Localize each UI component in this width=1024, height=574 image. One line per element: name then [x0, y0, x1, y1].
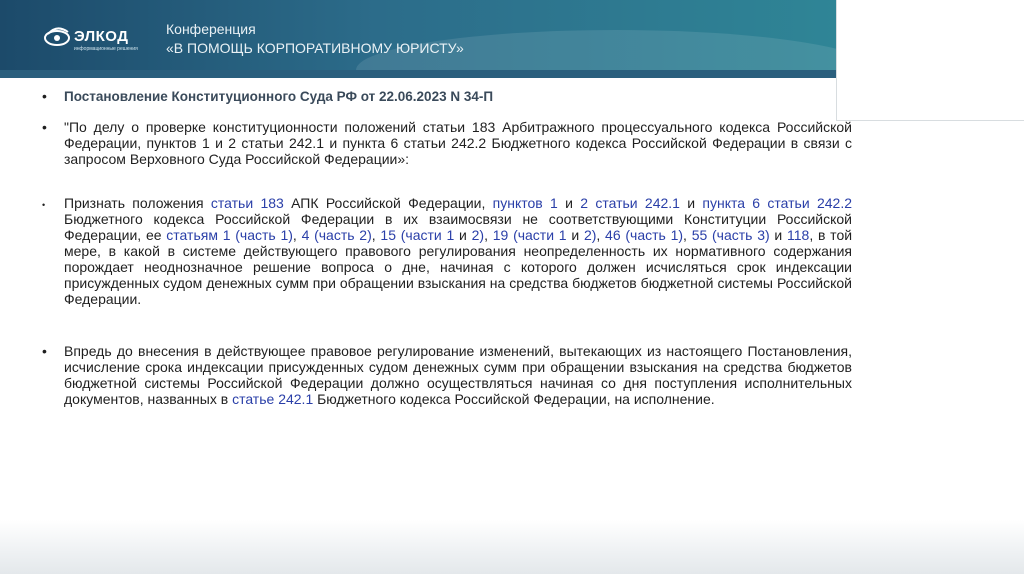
text-segment: , [292, 227, 302, 243]
bullet-icon: • [42, 88, 47, 104]
text-segment: и [679, 195, 703, 211]
link-art-46[interactable]: 46 (часть 1) [605, 227, 684, 243]
text-segment: , в той мере, в какой в системе действующего правового регулирования неопределенность их нормативного содержания порождает неоднозначное решение вопроса о дне, начиная с которого должен исчисляться срок индексации присужденных судом денежных сумм при обращении взыскания на средства бюджетов бюджетной системы Российской Федерации. [64, 227, 853, 307]
link-art-15-1[interactable]: 15 (части 1 [380, 227, 455, 243]
link-article-242-1-b[interactable]: статье 242.1 [232, 391, 314, 407]
bullet-icon: • [42, 343, 47, 359]
text-segment: Признать положения [64, 195, 211, 211]
link-article-242-1[interactable]: 2 статьи 242.1 [580, 195, 680, 211]
text-segment: , [683, 227, 692, 243]
text-segment: и [454, 227, 472, 243]
bullet-title [42, 88, 852, 105]
link-art-19-2[interactable]: 2) [583, 227, 597, 243]
text-segment: АПК Российской Федерации, [283, 195, 493, 211]
text-segment: Бюджетного кодекса Российской Федерации, на исполнение. [313, 391, 715, 407]
side-panel [836, 0, 1024, 121]
text-segment: , [371, 227, 381, 243]
link-article-242-2[interactable]: пункта 6 статьи 242.2 [702, 195, 852, 211]
text-segment: и [769, 227, 788, 243]
text-segment: Бюджетного кодекса Российской Федерации в их взаимосвязи не соответствующими Конституции Российской Федерации, ее [64, 211, 852, 243]
bullet-icon: • [42, 200, 46, 210]
link-article-183[interactable]: статьи 183 [210, 195, 284, 211]
bullet-decision-2 [42, 343, 852, 407]
slide-content [42, 88, 852, 407]
link-art-1[interactable]: статьям 1 (часть 1) [166, 227, 293, 243]
link-art-19-1[interactable]: 19 (части 1 [492, 227, 567, 243]
bullet-decision-1 [42, 195, 852, 307]
text-segment: Впредь до внесения в действующее правовое регулирование изменений, вытекающих из настоящего Постановления, исчисление срока индексации присужденных судом денежных сумм при обращении взыскания на средства бюджетов бюджетной системы Российской Федерации должно осуществляться начиная со дня поступления исполнительных документов, названных в [64, 343, 852, 407]
logo-icon [44, 22, 72, 52]
text-segment: и [566, 227, 584, 243]
resolution-title: Постановление Конституционного Суда РФ от 22.06.2023 N 34-П [64, 89, 494, 104]
link-item-1[interactable]: пунктов 1 [492, 195, 558, 211]
conference-title [166, 20, 464, 58]
link-art-55[interactable]: 55 (часть 3) [691, 227, 770, 243]
text-segment: и [557, 195, 581, 211]
link-art-4[interactable]: 4 (часть 2) [301, 227, 372, 243]
header-banner [0, 0, 836, 78]
logo-text: ЭЛКОД [74, 28, 129, 45]
link-art-15-2[interactable]: 2) [471, 227, 485, 243]
text-segment: , [596, 227, 606, 243]
conference-line-2: «В ПОМОЩЬ КОРПОРАТИВНОМУ ЮРИСТУ» [166, 40, 464, 56]
logo [44, 22, 144, 58]
case-quote: "По делу о проверке конституционности положений статьи 183 Арбитражного процессуального кодекса Российской Федерации, пунктов 1 и 2 статьи 242.1 и пункта 6 статьи 242.2 Бюджетного кодекса Российской Федерации в связи с запросом Верховного Суда Российской Федерации»: [64, 119, 852, 167]
text-segment: , [484, 227, 493, 243]
logo-tagline: информационные решения [74, 46, 138, 52]
footer-decor [0, 520, 1024, 574]
bullet-icon: • [42, 119, 47, 135]
link-art-118[interactable]: 118 [787, 227, 810, 243]
bullet-quote [42, 119, 852, 167]
conference-line-1: Конференция [166, 21, 256, 37]
header-stripe [0, 70, 836, 78]
